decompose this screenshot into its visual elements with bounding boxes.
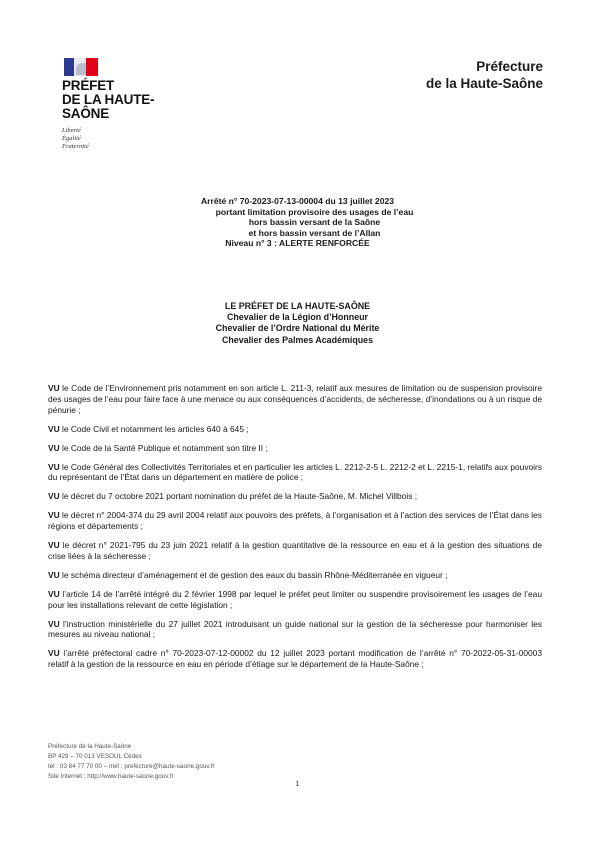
vu-text: le décret du 7 octobre 2021 portant nomination du préfet de la Haute-Saône, M. Michel Villbois ; [59,491,418,502]
vu-keyword: VU [48,588,60,599]
vu-text: le décret n° 2021-795 du 23 juin 2021 relatif à la gestion quantitative de la ressource en eau et à la gestion des situations de crise liées à la sécheresse ; [48,540,542,561]
prefet-line: Chevalier de la Légion d’Honneur [226,312,369,323]
vu-paragraph [48,570,542,581]
vu-keyword: VU [48,540,60,551]
arrete-line: portant limitation provisoire des usages de l’eau [215,206,414,217]
footer [48,742,215,782]
footer-line: tél : 03 84 77 70 00 – mél : prefecture@haute-saone.gouv.fr [48,763,215,770]
prefet-line: LE PRÉFET DE LA HAUTE-SAÔNE [224,301,371,311]
arrete-line: et hors bassin versant de l’Allan [248,227,381,238]
logo-line: PRÉFET [62,78,115,93]
vu-paragraph [48,510,542,532]
vu-text: le schéma directeur d’aménagement et de gestion des eaux du bassin Rhône-Méditerranée en vigueur ; [59,569,448,580]
devise [62,127,202,151]
vu-paragraph [48,648,542,670]
vu-text: le Code Général des Collectivités Territoriales et en particulier les articles L. 2212-2-5 L. 2212-2 et L. 2215-1, relatifs aux pouvoirs du représentant de l’État dans un département en matière de police ; [48,461,542,483]
logo-line: DE LA HAUTE- [62,92,155,107]
vu-text: l’arrêté préfectoral cadre n° 70-2023-07-12-00002 du 12 juillet 2023 portant modification de l’arrêté n° 70-2022-05-31-00003 relatif à la gestion de la ressource en eau en période d’étiage sur le département de la Haute-Saône ; [48,648,542,670]
logo-title [62,79,202,121]
arrete-line: Arrêté n° 70-2023-07-13-00004 du 13 juillet 2023 [200,196,395,206]
vu-paragraph [48,589,542,611]
vu-paragraph [48,443,542,454]
devise-line: Liberté [62,127,81,134]
arrete-line: Niveau n° 3 : ALERTE RENFORCÉE [225,238,370,249]
vu-paragraph [48,424,542,435]
prefecture-line: de la Haute-Saône [425,76,543,91]
prefet-line: Chevalier de l’Ordre National du Mérite [215,323,380,334]
vu-paragraph [48,540,542,562]
prefet-block [0,301,595,346]
vu-text: le décret n° 2004-374 du 29 avril 2004 relatif aux pouvoirs des préfets, à l’organisation et à l’action des services de l’État dans les régions et départements ; [48,510,542,532]
marianne-logo [62,58,202,151]
footer-line: Préfecture de la Haute-Saône [48,743,132,750]
footer-line: BP 429 – 70 013 VESOUL Cédex [48,753,142,760]
vu-keyword: VU [48,569,60,580]
marianne-flag-icon [64,58,98,76]
prefecture-heading [426,58,543,92]
vu-text: le Code Civil et notamment les articles 640 à 645 ; [59,423,249,434]
arrete-line: hors bassin versant de la Saône [248,217,381,228]
logo-line: SAÔNE [62,106,110,121]
vu-keyword: VU [48,648,60,659]
vu-text: l’instruction ministérielle du 27 juillet 2021 introduisant un guide national sur la gestion de la sécheresse pour harmoniser les mesures au niveau national ; [48,618,542,640]
prefet-line: Chevalier des Palmes Académiques [221,334,374,345]
vu-text: l’article 14 de l’arrêté intégré du 2 février 1998 par lequel le préfet peut limiter ou suspendre provisoirement les usages de l’eau pour les installations relevant de cette législation ; [48,588,542,610]
vu-keyword: VU [48,618,60,629]
vu-paragraph [48,619,542,641]
prefecture-line: Préfecture [476,59,543,74]
vu-text: le Code de l’Environnement pris notamment en son article L. 211-3, relatif aux mesures de limitation ou de suspension provisoire des usages de l’eau pour faire face à une menace ou aux conséquences d’accidents, de sécheresse, d’inondations ou à un risque de pénurie ; [48,383,542,415]
vu-paragraph [48,462,542,484]
page-number: 1 [295,779,300,788]
vu-text: le Code de la Santé Publique et notamment son titre II ; [59,442,268,453]
vu-keyword: VU [48,442,60,453]
footer-line: Site Internet : http://www.haute-saone.gouv.fr [48,773,174,780]
vu-list [48,383,542,678]
devise-line: Égalité [62,135,81,142]
vu-keyword: VU [48,461,60,472]
vu-paragraph [48,383,542,415]
devise-line: Fraternité [62,143,89,150]
vu-keyword: VU [48,510,60,521]
vu-keyword: VU [48,383,60,393]
arrete-title [0,196,595,249]
vu-keyword: VU [48,491,60,502]
vu-paragraph [48,491,542,502]
vu-keyword: VU [48,423,60,434]
